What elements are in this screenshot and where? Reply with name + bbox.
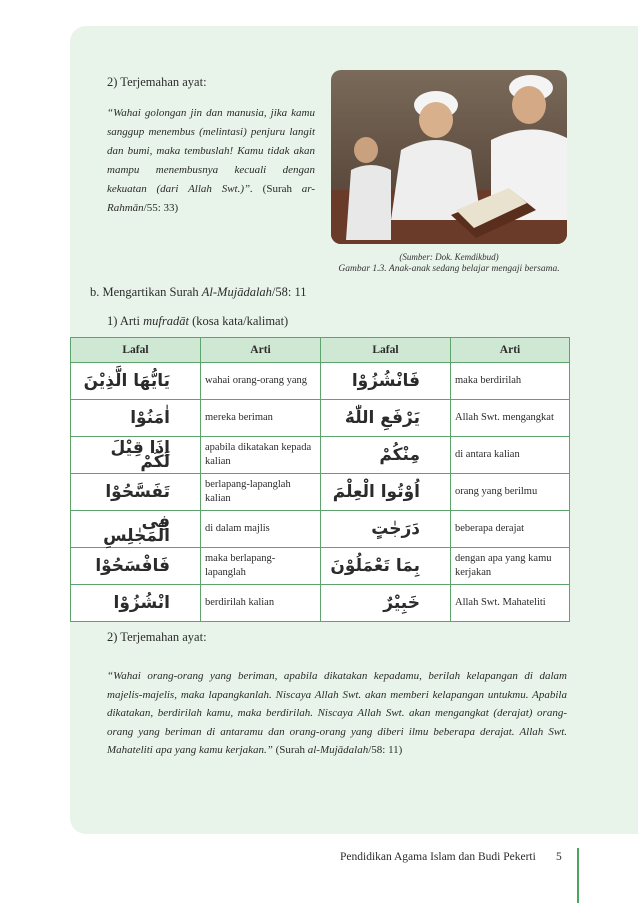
lafal-cell: اُوْتُوا الْعِلْمَ <box>321 474 451 511</box>
citation-suffix-top: /55: 33) <box>143 202 179 214</box>
lafal-cell: خَبِيْرٌ <box>321 585 451 622</box>
arti-cell: di antara kalian <box>451 437 570 474</box>
translation-text-bottom <box>107 667 567 760</box>
footer-divider <box>577 848 579 903</box>
vocabulary-table <box>70 337 570 622</box>
vocabulary-heading-suffix: (kosa kata/kalimat) <box>188 314 289 328</box>
arti-cell: mereka beriman <box>201 400 321 437</box>
lafal-cell: فَافْسَحُوْا <box>71 548 201 585</box>
translation-quote-bottom: “Wahai orang-orang yang beriman, apabila dikatakan kepadamu, berilah kelapangan di dalam majelis-majelis, maka lapangkanlah. Niscaya Allah Swt. akan memberi kelapangan untukmu. Apabila dikatakan, berdirilah kamu, maka berdirilah. Niscaya Allah Swt. akan mengangkat (derajat) orang-orang yang beriman di antaramu dan orang-orang yang diberi ilmu beberapa derajat. Allah Swt. Mahateliti apa yang kamu kerjakan.” <box>107 670 567 756</box>
table-header-cell: Arti <box>451 338 570 363</box>
arti-cell: maka berlapang-lapanglah <box>201 548 321 585</box>
table-row <box>71 585 570 622</box>
arti-cell: apabila dikatakan kepada kalian <box>201 437 321 474</box>
table-row <box>71 400 570 437</box>
arti-cell: Allah Swt. Mahateliti <box>451 585 570 622</box>
table-header-cell: Lafal <box>321 338 451 363</box>
translation-heading-top: 2) Terjemahan ayat: <box>107 75 207 89</box>
section-b-surah: Al-Mujādalah <box>201 285 272 299</box>
arti-cell: maka berdirilah <box>451 363 570 400</box>
table-header-cell: Arti <box>201 338 321 363</box>
lafal-cell: يَرْفَعِ اللّٰهُ <box>321 400 451 437</box>
table-row <box>71 363 570 400</box>
citation-prefix-bottom: (Surah <box>272 744 308 756</box>
lafal-cell: فِى الْمَجٰلِسِ <box>71 511 201 548</box>
citation-surah-bottom: al-Mujādalah <box>307 744 369 756</box>
citation-prefix-top: (Surah <box>262 183 302 195</box>
section-b-suffix: /58: 11 <box>271 285 307 299</box>
table-row <box>71 548 570 585</box>
lafal-cell: اٰمَنُوْا <box>71 400 201 437</box>
arti-cell: berdirilah kalian <box>201 585 321 622</box>
lafal-cell: بِمَا تَعْمَلُوْنَ <box>321 548 451 585</box>
arti-cell: dengan apa yang kamu kerjakan <box>451 548 570 585</box>
figure-source: (Sumber: Dok. Kemdikbud) <box>399 252 499 262</box>
section-b-heading <box>90 285 307 300</box>
lafal-cell: انْشُزُوْا <box>71 585 201 622</box>
translation-quote-top: “Wahai golongan jin dan manusia, jika kamu sanggup menembus (melintasi) penjuru langit dan bumi, maka tembuslah! Kamu tidak akan mampu menembusnya kecuali dengan kekuatan (dari Allah Swt.)”. <box>107 107 315 195</box>
citation-suffix-bottom: /58: 11) <box>368 744 403 756</box>
vocabulary-heading <box>107 314 288 329</box>
table-row <box>71 437 570 474</box>
lafal-cell: دَرَجٰتٍ <box>321 511 451 548</box>
lafal-cell: تَفَسَّحُوْا <box>71 474 201 511</box>
citation-surah-top: ar-Rahmān <box>107 183 316 214</box>
arti-cell: berlapang-lapanglah kalian <box>201 474 321 511</box>
arti-cell: di dalam majlis <box>201 511 321 548</box>
footer-book-title: Pendidikan Agama Islam dan Budi Pekerti <box>340 851 536 863</box>
lafal-cell: مِنْكُمْ <box>321 437 451 474</box>
arti-cell: orang yang berilmu <box>451 474 570 511</box>
vocabulary-heading-term: mufradāt <box>143 314 189 328</box>
photo-children-reciting <box>331 70 567 244</box>
table-header-row <box>71 338 570 363</box>
figure-caption: Gambar 1.3. Anak-anak sedang belajar mengaji bersama. <box>338 264 560 274</box>
lafal-cell: اِذَا قِيْلَ لَكُمْ <box>71 437 201 474</box>
section-b-prefix: b. Mengartikan Surah <box>90 285 202 299</box>
lafal-cell: فَانْشُزُوْا <box>321 363 451 400</box>
table-row <box>71 511 570 548</box>
arti-cell: Allah Swt. mengangkat <box>451 400 570 437</box>
arti-cell: wahai orang-orang yang <box>201 363 321 400</box>
lafal-cell: يَايُّهَا الَّذِيْنَ <box>71 363 201 400</box>
translation-heading-bottom: 2) Terjemahan ayat: <box>107 630 207 644</box>
table-row <box>71 474 570 511</box>
page-number: 5 <box>556 851 562 863</box>
table-header-cell: Lafal <box>71 338 201 363</box>
vocabulary-heading-prefix: 1) Arti <box>107 314 144 328</box>
translation-text-top <box>107 104 315 218</box>
arti-cell: beberapa derajat <box>451 511 570 548</box>
